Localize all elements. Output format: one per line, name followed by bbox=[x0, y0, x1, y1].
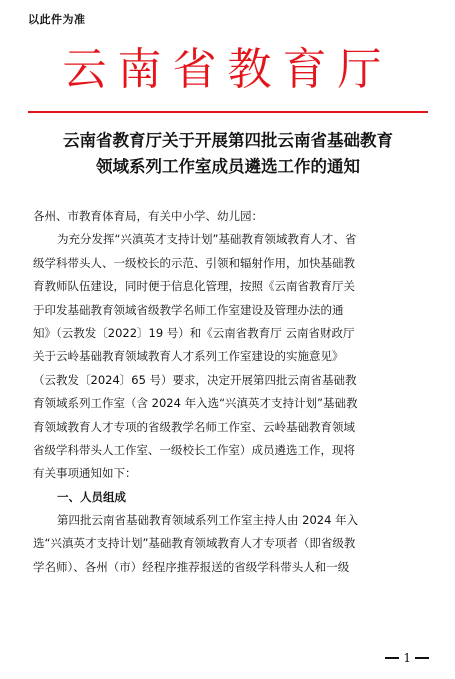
salutation: 各州、市教育体育局，有关中小学、幼儿园： bbox=[33, 209, 263, 223]
document-title bbox=[28, 128, 428, 180]
page-number-value: 1 bbox=[403, 651, 411, 665]
paragraph-line: 第四批云南省基础教育领域系列工作室主持人由 2024 年入 bbox=[57, 513, 359, 528]
page-number bbox=[385, 651, 429, 665]
paragraph-line: 知》（云教发〔2022〕19 号）和《云南省教育厅 云南省财政厅 bbox=[33, 325, 355, 340]
paragraph-line: 育领域教育人才专项的省级教学名师工作室、云岭基础教育领域 bbox=[33, 419, 355, 434]
paragraph-line: 省级学科带头人工作室、一级校长工作室）成员遴选工作，现将 bbox=[33, 442, 355, 457]
org-header: 云南省教育厅 bbox=[62, 44, 393, 95]
paragraph-line: 级学科带头人、一级校长的示范、引领和辐射作用，加快基础教 bbox=[33, 255, 355, 270]
stamp-note: 以此件为准 bbox=[28, 13, 86, 26]
title-line-1: 云南省教育厅关于开展第四批云南省基础教育 bbox=[63, 131, 393, 150]
paragraph-line: 育领域系列工作室（含 2024 年入选“兴滇英才支持计划”基础教 bbox=[33, 396, 358, 411]
paragraph-line: 学名师）、各州（市）经程序推荐报送的省级学科带头人和一级 bbox=[33, 559, 350, 574]
paragraph-line: 育教师队伍建设，同时便于信息化管理，按照《云南省教育厅关 bbox=[33, 279, 355, 294]
paragraph-line: 为充分发挥“兴滇英才支持计划”基础教育领域教育人才、省 bbox=[57, 232, 357, 247]
section-heading: 一、人员组成 bbox=[57, 489, 126, 504]
paragraph-line: 关于云岭基础教育领域教育人才系列工作室建设的实施意见》 bbox=[33, 349, 344, 364]
red-divider bbox=[28, 111, 428, 113]
dash-left bbox=[385, 657, 399, 659]
paragraph-line: 于印发基础教育领域省级教学名师工作室建设及管理办法的通 bbox=[33, 302, 344, 317]
paragraph-line: （云教发〔2024〕65 号）要求，决定开展第四批云南省基础教 bbox=[33, 372, 357, 387]
dash-right bbox=[415, 657, 429, 659]
paragraph-line: 选“兴滇英才支持计划”基础教育领域教育人才专项者（即省级教 bbox=[33, 536, 356, 551]
document-body bbox=[33, 205, 428, 579]
paragraph-line: 有关事项通知如下： bbox=[33, 466, 137, 481]
title-line-2: 领域系列工作室成员遴选工作的通知 bbox=[96, 157, 360, 176]
